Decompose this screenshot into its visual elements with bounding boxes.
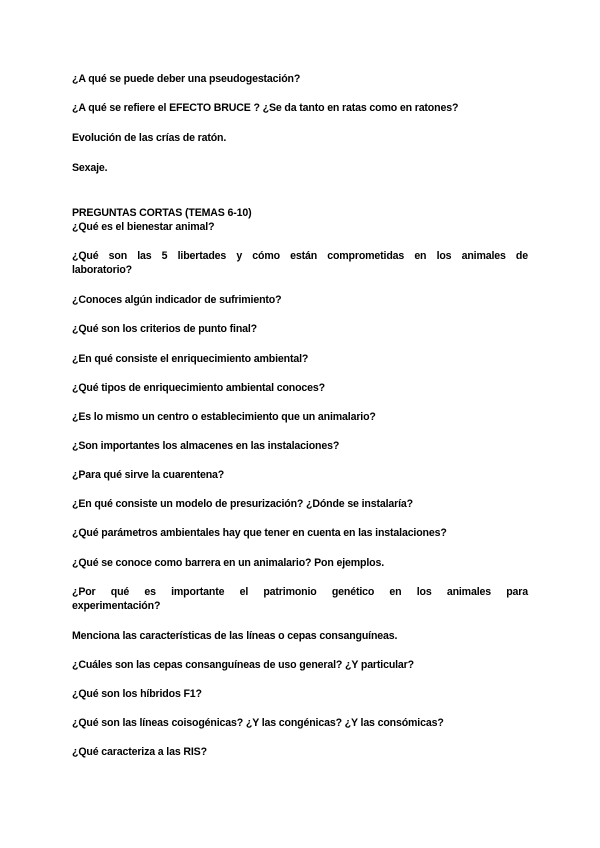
- question-parametros-ambientales: ¿Qué parámetros ambientales hay que tener en cuenta en las instalaciones?: [72, 527, 447, 539]
- question-bienestar-animal: ¿Qué es el bienestar animal?: [72, 221, 215, 233]
- question-indicador-sufrimiento: ¿Conoces algún indicador de sufrimiento?: [72, 294, 282, 306]
- question-enriquecimiento: ¿En qué consiste el enriquecimiento ambiental?: [72, 353, 309, 365]
- question-cepas-uso: ¿Cuáles son las cepas consanguíneas de uso general? ¿Y particular?: [72, 659, 414, 671]
- question-presurizacion: ¿En qué consiste un modelo de presurización? ¿Dónde se instalaría?: [72, 498, 413, 510]
- question-lineas-coisogenicas: ¿Qué son las líneas coisogénicas? ¿Y las congénicas? ¿Y las consómicas?: [72, 717, 444, 729]
- question-hibridos-f1: ¿Qué son los híbridos F1?: [72, 688, 202, 700]
- item-evolucion-crias: Evolución de las crías de ratón.: [72, 132, 227, 144]
- section-heading: PREGUNTAS CORTAS (TEMAS 6-10): [72, 207, 252, 219]
- question-patrimonio-genetico: ¿Por qué es importante el patrimonio genético en los animales para: [72, 586, 528, 598]
- question-5-libertades-cont: laboratorio?: [72, 264, 132, 276]
- item-sexaje: Sexaje.: [72, 162, 108, 174]
- item-cepas-consanguineas: Menciona las características de las líneas o cepas consanguíneas.: [72, 630, 398, 642]
- question-pseudogestacion: ¿A qué se puede deber una pseudogestación?: [72, 73, 301, 85]
- question-barrera: ¿Qué se conoce como barrera en un animalario? Pon ejemplos.: [72, 557, 384, 569]
- question-tipos-enriquecimiento: ¿Qué tipos de enriquecimiento ambiental conoces?: [72, 382, 325, 394]
- question-efecto-bruce: ¿A qué se refiere el EFECTO BRUCE ? ¿Se da tanto en ratas como en ratones?: [72, 102, 459, 114]
- question-criterios-punto-final: ¿Qué son los criterios de punto final?: [72, 323, 258, 335]
- question-ris: ¿Qué caracteriza a las RIS?: [72, 746, 207, 758]
- question-centro-animalario: ¿Es lo mismo un centro o establecimiento que un animalario?: [72, 411, 376, 423]
- question-almacenes: ¿Son importantes los almacenes en las instalaciones?: [72, 440, 340, 452]
- question-patrimonio-genetico-cont: experimentación?: [72, 600, 161, 612]
- question-5-libertades: ¿Qué son las 5 libertades y cómo están comprometidas en los animales de: [72, 250, 528, 262]
- question-cuarentena: ¿Para qué sirve la cuarentena?: [72, 469, 225, 481]
